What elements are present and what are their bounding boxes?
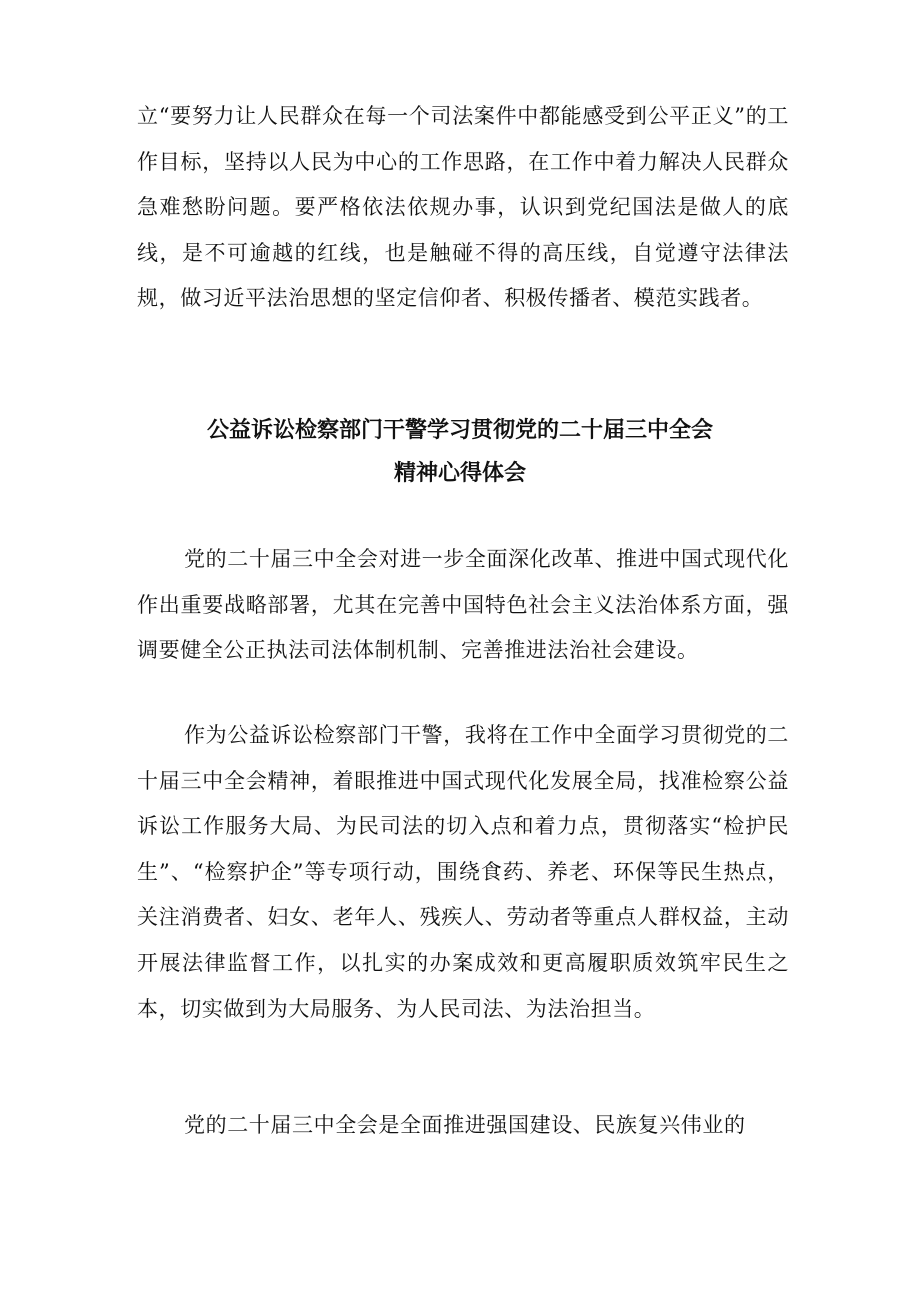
- paragraph-next: 党的二十届三中全会是全面推进强国建设、民族复兴伟业的: [184, 1113, 746, 1137]
- paragraph-continued: 立“要努力让人民群众在每一个司法案件中都能感受到公平正义”的工作目标，坚持以人民为中心的工作思路，在工作中着力解决人民群众急难愁盼问题。要严格依法依规办事，认识到党纪国法是做人的底线，是不可逾越的红线，也是触碰不得的高压线，自觉遵守法律法规，做习近平法治思想的坚定信仰者、积极传播者、模范实践者。: [137, 104, 789, 311]
- article-title-line-1: 公益诉讼检察部门干警学习贯彻党的二十届三中全会: [206, 418, 713, 443]
- paragraph-intro: 党的二十届三中全会对进一步全面深化改革、推进中国式现代化作出重要战略部署，尤其在完善中国特色社会主义法治体系方面，强调要健全公正执法司法体制机制、完善推进法治社会建设。: [137, 547, 789, 663]
- article-title-line-2: 精神心得体会: [393, 461, 526, 486]
- paragraph-body: 作为公益诉讼检察部门干警，我将在工作中全面学习贯彻党的二十届三中全会精神，着眼推进中国式现代化发展全局，找准检察公益诉讼工作服务大局、为民司法的切入点和着力点，贯彻落实“检护民生”、“检察护企”等专项行动，围绕食药、养老、环保等民生热点，关注消费者、妇女、老年人、残疾人、劳动者等重点人群权益，主动开展法律监督工作，以扎实的办案成效和更高履职质效筑牢民生之本，切实做到为大局服务、为人民司法、为法治担当。: [137, 723, 789, 1021]
